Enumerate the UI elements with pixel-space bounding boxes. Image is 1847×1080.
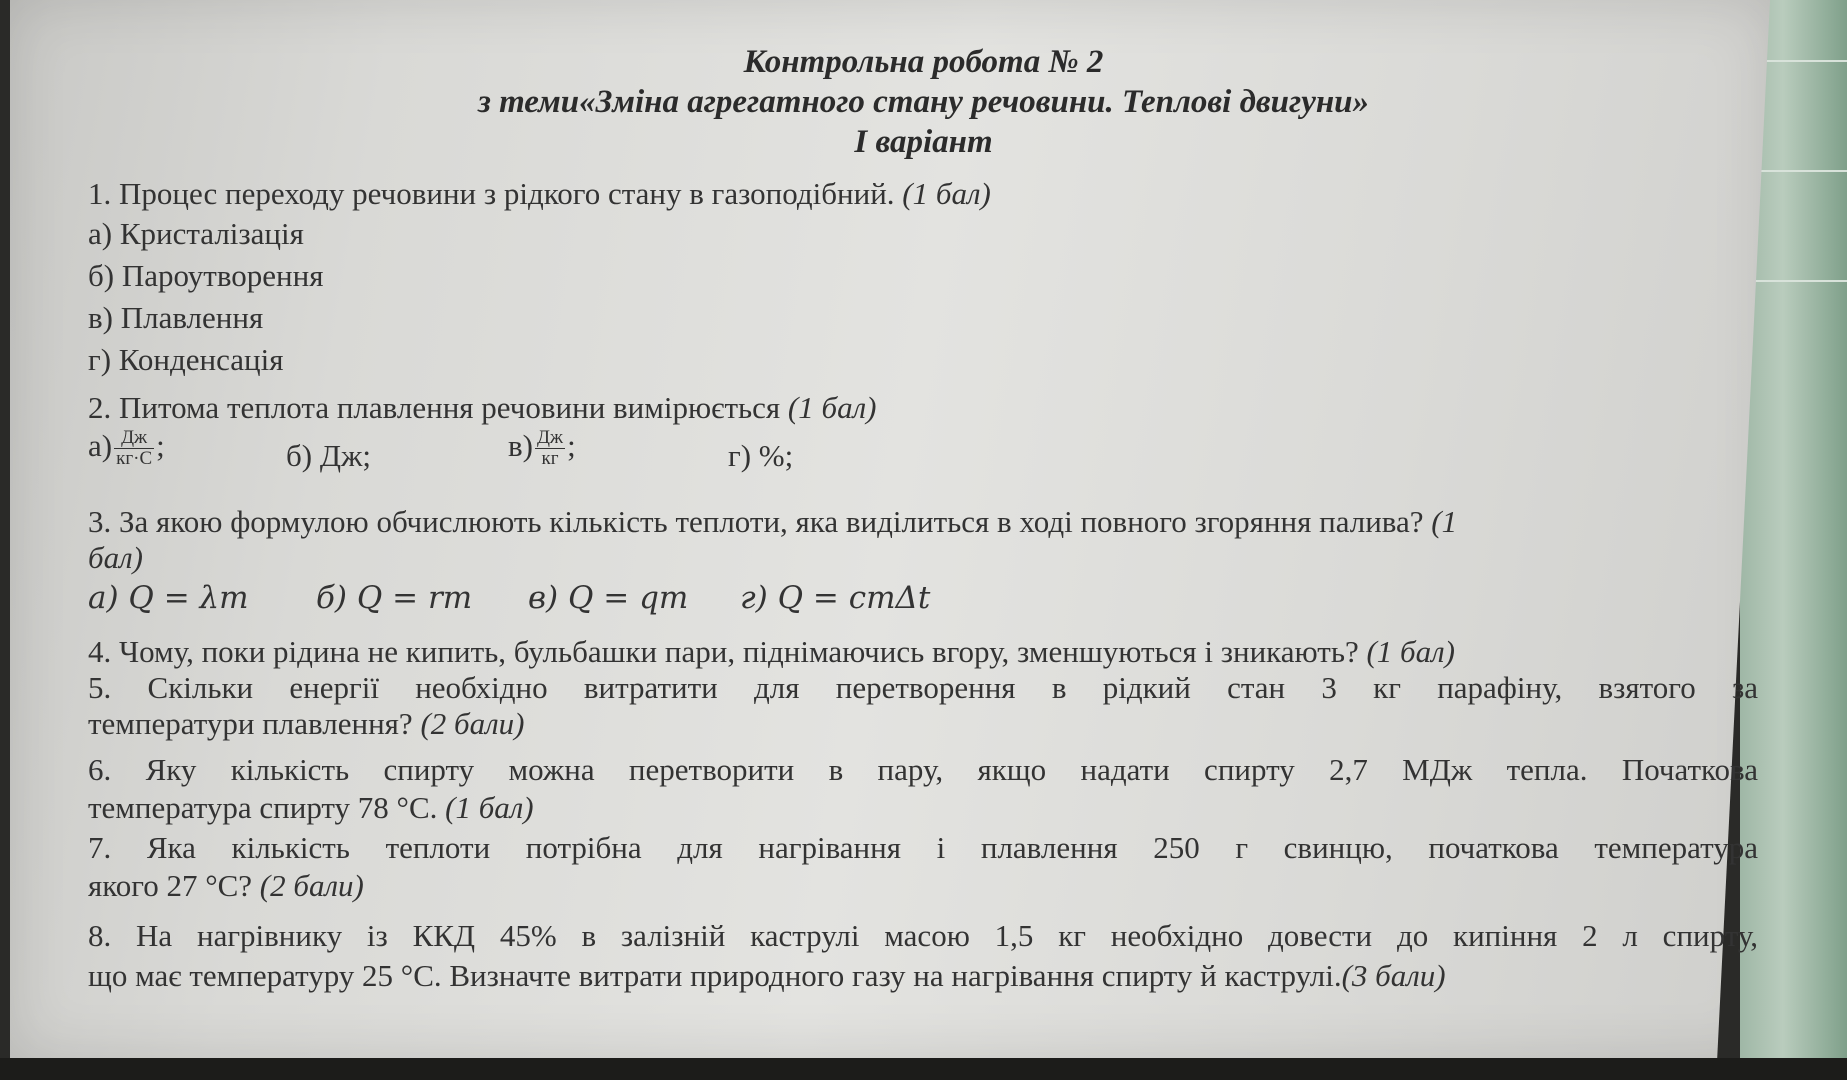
question-3-option-a: а) Q = λm <box>88 580 249 616</box>
question-7-points: (2 бали) <box>259 868 364 903</box>
fraction-numerator: Дж <box>114 428 154 449</box>
question-1-option-a: а) Кристалізація <box>88 216 304 251</box>
question-6-line-1: 6. Яку кількість спирту можна перетворити в пару, якщо надати спирту 2,7 МДж тепла. Початкова <box>88 752 1758 787</box>
question-3-text: 3. За якою формулою обчислюють кількість теплоти, яка виділиться в ході повного згоряння палива? <box>88 504 1424 539</box>
question-6-text: температура спирту 78 °С. <box>88 790 438 825</box>
question-1-option-b: б) Пароутворення <box>88 258 324 293</box>
question-5-line-1: 5. Скільки енергії необхідно витратити для перетворення в рідкий стан 3 кг парафіну, взятого за <box>88 670 1758 705</box>
question-2-option-c <box>508 428 576 469</box>
question-7-line-2 <box>88 868 364 904</box>
question-3-option-c: в) Q = qm <box>528 580 689 616</box>
question-7-line-1: 7. Яка кількість теплоти потрібна для нагрівання і плавлення 250 г свинцю, початкова температура <box>88 830 1758 865</box>
question-5-points: (2 бали) <box>420 706 525 741</box>
question-4-text: 4. Чому, поки рідина не кипить, бульбашки пари, піднімаючись вгору, зменшуються і зникають? <box>88 634 1359 669</box>
document-title: Контрольна робота № 2 <box>743 44 1104 80</box>
question-6-points: (1 бал) <box>445 790 534 825</box>
variant-label: I варіант <box>854 124 993 160</box>
fraction-denominator: кг <box>541 448 559 470</box>
question-8-line-1: 8. На нагрівнику із ККД 45% в залізній каструлі масою 1,5 кг необхідно довести до кипіння 2 л спирту, <box>88 918 1758 953</box>
question-1-option-c: в) Плавлення <box>88 300 264 335</box>
question-1-points: (1 бал) <box>902 176 991 211</box>
question-7-text: якого 27 °С? <box>88 868 253 903</box>
question-3-option-b: б) Q = rm <box>316 580 473 616</box>
question-3-option-d: г) Q = cmΔt <box>740 580 931 616</box>
option-a-end: ; <box>156 428 165 463</box>
bottom-shadow <box>0 1058 1847 1080</box>
question-1 <box>88 176 991 212</box>
question-5-text: температури плавлення? <box>88 706 413 741</box>
document-subtitle: з теми«Зміна агрегатного стану речовини. Теплові двигуни» <box>477 84 1370 120</box>
unit-fraction <box>535 428 565 469</box>
question-6-line-2 <box>88 790 534 826</box>
question-8-points: (3 бали) <box>1341 958 1446 993</box>
question-8-line-2 <box>88 958 1446 994</box>
option-c-end: ; <box>567 428 576 463</box>
option-c-label: в) <box>508 428 533 463</box>
question-2 <box>88 390 876 426</box>
question-2-option-d: г) %; <box>728 438 794 473</box>
question-2-points: (1 бал) <box>787 390 877 425</box>
question-2-option-b: б) Дж; <box>286 438 372 473</box>
fraction-numerator: Дж <box>536 427 564 449</box>
option-a-label: а) <box>88 428 113 463</box>
question-5-line-2 <box>88 706 524 742</box>
unit-fraction <box>114 428 154 469</box>
question-8-text: що має температуру 25 °С. Визначте витрати природного газу на нагрівання спирту й каструлі. <box>88 958 1342 993</box>
question-3-points-start: (1 <box>1431 504 1458 539</box>
question-4-points: (1 бал) <box>1366 634 1455 669</box>
question-2-option-a <box>88 428 165 469</box>
question-1-option-d: г) Конденсація <box>88 342 284 377</box>
question-3-points-end: бал) <box>88 540 143 575</box>
question-3 <box>88 504 1457 540</box>
question-1-text: 1. Процес переходу речовини з рідкого стану в газоподібний. <box>88 176 895 211</box>
fraction-denominator: кг·С <box>116 448 153 470</box>
question-2-text: 2. Питома теплота плавлення речовини вимірюється <box>88 390 781 425</box>
question-4 <box>88 634 1455 670</box>
